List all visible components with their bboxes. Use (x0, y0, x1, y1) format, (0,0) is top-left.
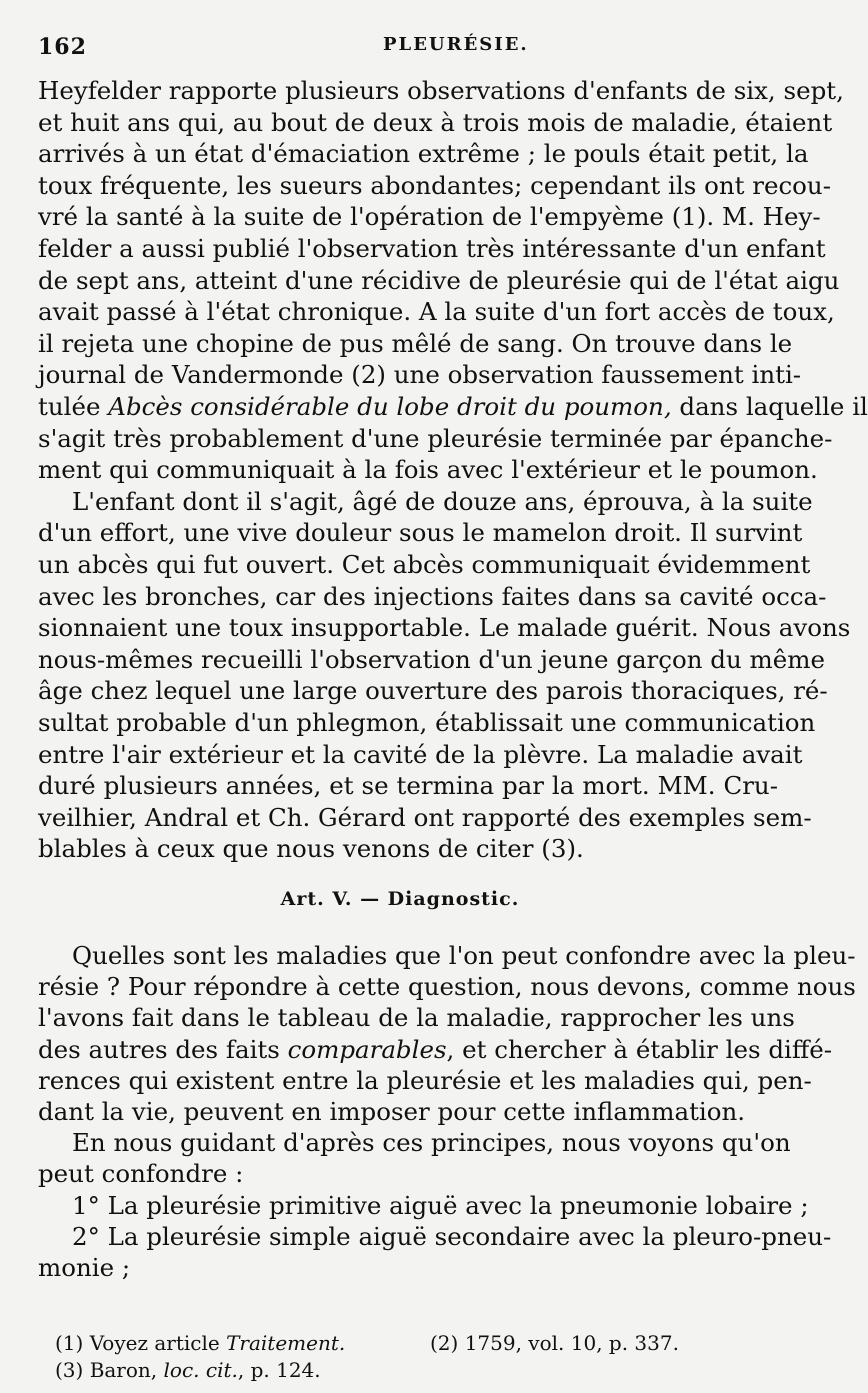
body-line: entre l'air extérieur et la cavité de la plèvre. La maladie avait (38, 739, 803, 769)
body-line: nous-mêmes recueilli l'observation d'un jeune garçon du même (38, 644, 826, 674)
body-line: veilhier, Andral et Ch. Gérard ont rapporté des exemples sem- (38, 802, 812, 832)
body-line-with-italic (38, 391, 868, 423)
section-heading: Art. V. — Diagnostic. (280, 888, 520, 910)
body-line: et huit ans qui, au bout de deux à trois mois de maladie, étaient (38, 107, 833, 137)
body-line: felder a aussi publié l'observation très intéressante d'un enfant (38, 234, 826, 263)
footnote-3 (55, 1357, 321, 1383)
italic-word: comparables (287, 1034, 447, 1064)
body-line: duré plusieurs années, et se termina par la mort. MM. Cru- (38, 771, 778, 801)
body-line: toux fréquente, les sueurs abondantes; cependant ils ont recou- (38, 170, 831, 200)
body-line: l'avons fait dans le tableau de la maladie, rapprocher les uns (38, 1003, 795, 1033)
running-head: PLEURÉSIE. (383, 34, 529, 55)
body-line: En nous guidant d'après ces principes, nous voyons qu'on (72, 1128, 791, 1158)
footnote-italic: loc. cit. (163, 1358, 238, 1382)
body-line: rences qui existent entre la pleurésie et les maladies qui, pen- (38, 1065, 812, 1095)
list-item: 1° La pleurésie primitive aiguë avec la pneumonie lobaire ; (72, 1190, 809, 1220)
body-line: journal de Vandermonde (2) une observation faussement inti- (38, 360, 802, 390)
body-line: d'un effort, une vive douleur sous le mamelon droit. Il survint (38, 518, 803, 548)
body-line: s'agit très probablement d'une pleurésie terminée par épanche- (38, 423, 833, 453)
list-item-continuation: monie ; (38, 1253, 131, 1282)
body-line: vré la santé à la suite de l'opération de l'empyème (1). M. Hey- (38, 202, 821, 232)
body-line: blables à ceux que nous venons de citer (3). (38, 834, 584, 864)
italic-title: Abcès considérable du lobe droit du poumon, (108, 392, 672, 421)
body-line: arrivés à un état d'émaciation extrême ; le pouls était petit, la (38, 139, 809, 169)
body-line: sionnaient une toux insupportable. Le malade guérit. Nous avons (38, 613, 851, 643)
body-line: résie ? Pour répondre à cette question, nous devons, comme nous (38, 972, 856, 1002)
line-text: , et chercher à établir les diffé- (446, 1034, 833, 1064)
body-line: un abcès qui fut ouvert. Cet abcès communiquait évidemment (38, 550, 811, 579)
body-line: âge chez lequel une large ouverture des parois thoraciques, ré- (38, 676, 828, 706)
body-line: peut confondre : (38, 1159, 244, 1189)
body-line: L'enfant dont il s'agit, âgé de douze ans, éprouva, à la suite (72, 486, 813, 516)
body-line: de sept ans, atteint d'une récidive de pleurésie qui de l'état aigu (38, 265, 840, 295)
body-line: il rejeta une chopine de pus mêlé de sang. On trouve dans le (38, 328, 793, 358)
body-line: sultat probable d'un phlegmon, établissait une communication (38, 708, 816, 737)
footnote-2: (2) 1759, vol. 10, p. 337. (430, 1331, 679, 1355)
footnote-italic: Traitement. (226, 1331, 346, 1355)
body-line: Heyfelder rapporte plusieurs observations d'enfants de six, sept, (38, 76, 844, 105)
line-text: dans laquelle il (671, 392, 868, 421)
body-line: avait passé à l'état chronique. A la suite d'un fort accès de toux, (38, 297, 835, 327)
body-line: Quelles sont les maladies que l'on peut confondre avec la pleu- (72, 941, 856, 970)
footnote-text: , p. 124. (237, 1358, 321, 1382)
line-text: des autres des faits (38, 1034, 288, 1064)
line-text: tulée (38, 392, 109, 421)
body-line: avec les bronches, car des injections faites dans sa cavité occa- (38, 581, 827, 611)
page-number: 162 (38, 34, 87, 60)
list-item: 2° La pleurésie simple aiguë secondaire avec la pleuro-pneu- (72, 1221, 832, 1251)
footnote-text: (3) Baron, (55, 1358, 164, 1382)
footnote-text: (1) Voyez article (55, 1331, 227, 1355)
body-line-with-italic (38, 1034, 833, 1065)
body-line: ment qui communiquait à la fois avec l'extérieur et le poumon. (38, 455, 818, 485)
body-line: dant la vie, peuvent en imposer pour cette inflammation. (38, 1097, 746, 1126)
footnote-1 (55, 1330, 345, 1356)
page-header (38, 34, 778, 64)
